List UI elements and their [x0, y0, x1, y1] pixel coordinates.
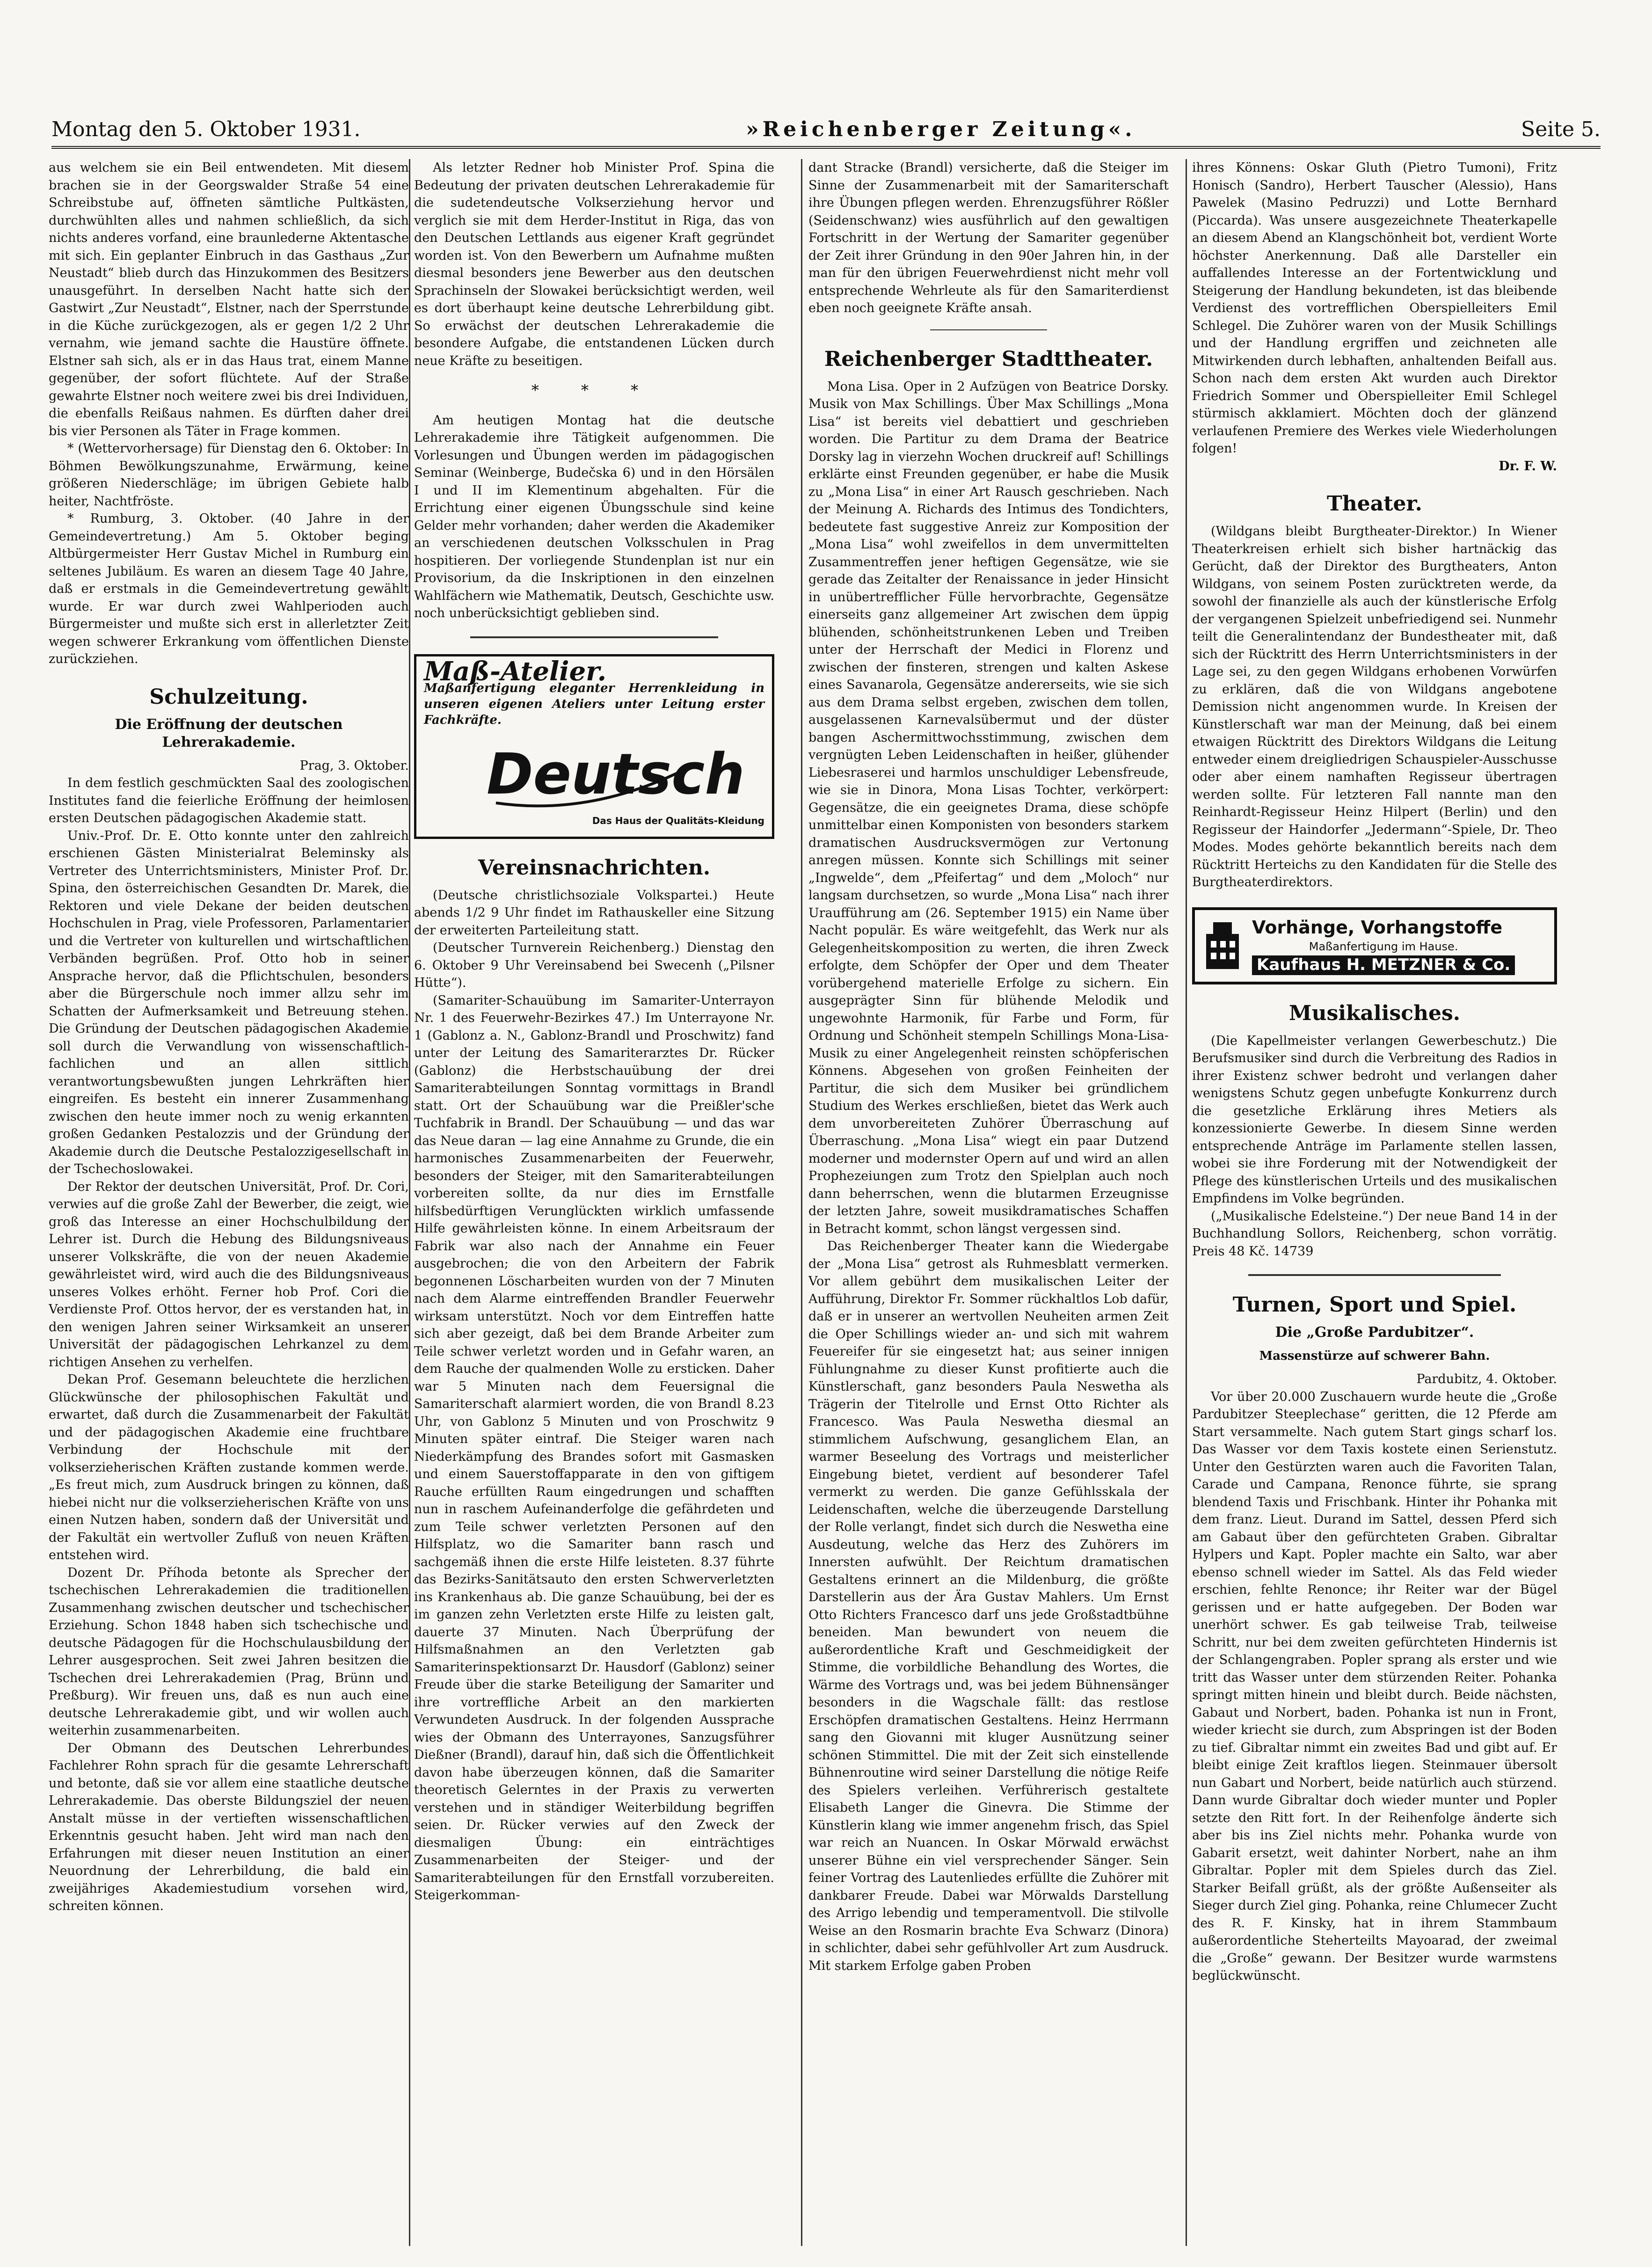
deutsch-logo — [487, 742, 745, 812]
section-title: Musikalisches. — [1288, 1001, 1461, 1025]
paragraph: In dem festlich geschmückten Saal des zoologischen Institutes fand die feierliche Eröffnung der heimlosen ersten Deutschen pädagogischen Akademie statt. — [49, 776, 409, 825]
dateline: Prag, 3. Oktober. — [299, 758, 409, 773]
paragraph: Der Obmann des Deutschen Lehrerbundes Fachlehrer Rohn sprach für die gesamte Lehrerschaft und betonte, daß sie vor allem eine staatliche deutsche Lehrerakademie. Das oberste Bildungsziel der neuen Anstalt müsse in der vertieften wissenschaftlichen Erkenntnis gesucht haben. Jeht wird man nach den Erfahrungen mit dieser neuen Institution an einer Neuordnung der Lehrerbildung, die bald ein zweijähriges Akademiestudium vorsehen wird, schreiten können. — [49, 1741, 409, 1913]
paragraph: („Musikalische Edelsteine.“) Der neue Band 14 in der Buchhandlung Sollors, Reichenberg, schon vorrätig. Preis 48 Kč. 14739 — [1192, 1209, 1557, 1259]
column-rule — [801, 159, 802, 2246]
article-headline: Die Eröffnung der deutschen Lehrerakademie. — [115, 716, 343, 751]
section-title: Schulzeitung. — [149, 685, 308, 709]
advertisement-metzner — [1192, 907, 1557, 984]
header-page-number: Seite 5. — [1521, 117, 1601, 141]
paragraph: (Deutscher Turnverein Reichenberg.) Dienstag den 6. Oktober 9 Uhr Vereinsabend bei Swecenh („Pilsner Hütte“). — [414, 940, 774, 990]
building-icon — [1201, 920, 1244, 971]
advertisement-deutsch — [414, 654, 774, 839]
column-4 — [1192, 159, 1557, 2246]
paragraph: * Rumburg, 3. Oktober. (40 Jahre in der Gemeindevertretung.) Am 5. Oktober beging Altbürgermeister Herr Gustav Michel in Rumburg ein seltenes Jubiläum. Es waren an diesem Tage 40 Jahre, daß er erstmals in die Gemeindevertretung gewählt wurde. Er war durch zwei Wahlperioden auch Bürgermeister und mußte sich erst in allerletzter Zeit wegen schwerer Erkrankung vom öffentlichen Dienste zurückziehen. — [49, 511, 409, 666]
ad-line: Maßanfertigung im Hause. — [1309, 940, 1458, 953]
separator-stars: * * * — [531, 381, 657, 399]
ad-text: Maßanfertigung eleganter Herrenkleidung in unseren eigenen Ateliers unter Leitung erster Fachkräfte. — [424, 681, 764, 727]
paragraph: (Samariter-Schauübung im Samariter-Unterrayon Nr. 1 des Feuerwehr-Bezirkes 47.) Im Unterrayone Nr. 1 (Gablonz a. N., Gablonz-Brandl und Proschwitz) fand unter der Leitung des Samariterarztes Dr. Rücker (Gablonz) die Herbstschauübung der drei Samariterabteilungen Sonntag vormittags in Brandl statt. Ort der Schauübung war die Preißler'sche Tuchfabrik in Brandl. Der Schauübung — und das war das Neue daran — lag eine Annahme zu Grunde, die ein harmonisches Zusammenarbeiten der Feuerwehr, besonders der Steiger, mit den Samariterabteilungen vorbereiten sollte, da nur dies im Ernstfalle hilfsbedürftigen Verunglückten wirklich umfassende Hilfe gewährleisten könne. In einem Arbeitsraum der Fabrik war also nach der Annahme ein Feuer ausgebrochen; die von den Arbeitern der Fabrik begonnenen Löscharbeiten wurden von der 7 Minuten nach dem Alarme eintreffenden Brandler Feuerwehr wirksam unterstützt. Noch vor dem Eintreffen hatte sich aber gezeigt, daß bei dem Brande Arbeiter zum Teile schwer verletzt worden und in Gefahr waren, an dem Rauche der qualmenden Wolle zu ersticken. Daher war 5 Minuten nach dem Feuersignal die Samariterschaft alarmiert worden, die von Brandl 8.23 Uhr, von Gablonz 5 Minuten und von Proschwitz 9 Minuten später eintraf. Die Steiger waren nach Niederkämpfung des Brandes sofort mit Gasmasken und einem Sauerstoffapparate in den von giftigem Rauche erfüllten Raum eingedrungen und schafften nun in raschem Aufeinanderfolge die gefährdeten und zum Teile schwer verletzten Personen auf den Hilfsplatz, wo die Samariter bann rasch und sachgemäß ihnen die erste Hilfe leisteten. 8.37 führte das Bezirks-Sanitätsauto den ersten Schwerverletzten ins Krankenhaus ab. Die ganze Schauübung, bei der es im ganzen zehn Verletzten erste Hilfe zu leisten galt, dauerte 37 Minuten. Nach Überprüfung der Hilfsmaßnahmen an den Verletzten gab Samariterinspektionsarzt Dr. Hausdorf (Gablonz) seiner Freude über die starke Beteiligung der Samariter und ihre vortreffliche Arbeit an den markierten Verwundeten Ausdruck. In der folgenden Aussprache wies der Obmann des Unterrayones, Sanzugsführer Dießner (Brandl), darauf hin, daß sich die Öffentlichkeit davon habe überzeugen können, daß die Samariter theoretisch Gelerntes in der Praxis zu verwerten verstehen und in ständiger Weiterbildung begriffen seien. Dr. Rücker verwies auf den Zweck der diesmaligen Übung: ein einträchtiges Zusammenarbeiten der Steiger- und der Samariterabteilungen für den Ernstfall vorzubereiten. Steigerkomman- — [414, 993, 774, 1903]
paragraph: ihres Könnens: Oskar Gluth (Pietro Tumoni), Fritz Honisch (Sandro), Herbert Tauscher (Alessio), Hans Pawelek (Masino Pedruzzi) und Lotte Bernhard (Piccarda). Was unsere ausgezeichnete Theaterkapelle an diesem Abend an Klangschönheit bot, verdient Worte höchster Anerkennung. Daß alle Darsteller ein auffallendes Interesse an der Fortentwicklung und Steigerung der Handlung bekundeten, ist das bleibende Verdienst des vortrefflichen Oberspielleiters Emil Schlegel. Die Zuhörer waren von der Musik Schillings und der Handlung ergriffen und zeichneten alle Mitwirkenden durch lebhaften, anhaltenden Beifall aus. Schon nach dem ersten Akt wurden auch Direktor Friedrich Sommer und Oberspielleiter Emil Schlegel stürmisch akklamiert. Möchten doch der glänzend verlaufenen Premiere des Werkes viele Wiederholungen folgen! — [1192, 160, 1557, 456]
section-title: Theater. — [1326, 492, 1422, 516]
logo-text: Deutsch — [487, 742, 745, 807]
ad-headline: Maß-Atelier. — [424, 656, 607, 687]
article-headline: Die „Große Pardubitzer“. — [1275, 1324, 1474, 1341]
paragraph: Am heutigen Montag hat die deutsche Lehrerakademie ihre Tätigkeit aufgenommen. Die Vorlesungen und Übungen werden im pädagogischen Seminar (Weinberge, Budečska 6) und in den Hörsälen I und II im Klementinum abgehalten. Für die Errichtung einer eigenen Übungsschule sind keine Gelder mehr vorhanden; daher werden die Akademiker an verschiedenen deutschen Volksschulen in Prag hospitieren. Der vorliegende Stundenplan ist nur ein Provisorium, da die Inskriptionen in den einzelnen Wahlfächern wie Mathematik, Deutsch, Geschichte usw. noch unberücksichtigt geblieben sind. — [414, 413, 774, 620]
column-3 — [808, 159, 1169, 2246]
paragraph: (Wildgans bleibt Burgtheater-Direktor.) In Wiener Theaterkreisen erhielt sich bisher hartnäckig das Gerücht, daß der Direktor des Burgtheaters, Anton Wildgans, von seinem Posten zurücktreten werde, da sowohl der finanzielle als auch der künstlerische Erfolg der vergangenen Spielzeit unbefriedigend sei. Nunmehr teilt die Generalintendanz der Bundestheater mit, daß sich der Rücktritt des Herrn Unterrichtsministers in der Lage sei, zu den gegen Wildgans erhobenen Vorwürfen zu erklären, daß die von Wildgans angebotene Demission nicht angenommen wurde. In Kreisen der Künstlerschaft war man der Meinung, daß bei einem etwaigen Rücktritt des Direktors Wildgans die Leitung entweder einem dreigliedrigen Schauspieler-Ausschusse oder aber einem namhaften Regisseur übertragen werden sollte. Für letzteren Fall nannte man den Reinhardt-Regisseur Heinz Hilpert (Berlin) und den Regisseur der Haindorfer „Jedermann“-Spiele, Dr. Theo Modes. Modes gehörte bekanntlich bereits nach dem Rücktritt Herteichs zu den Kandidaten für die Stelle des Burgtheaterdirektors. — [1192, 524, 1557, 889]
paragraph: Vor über 20.000 Zuschauern wurde heute die „Große Pardubitzer Steeplechase“ geritten, die 12 Pferde am Start versammelte. Nach gutem Start gings scharf los. Das Wasser vor dem Taxis kostete einen Serienstutz. Unter den Gestürzten waren auch die Favoriten Talan, Carade und Campana, Renonce führte, sie sprang blendend Taxis und Frischbank. Hinter ihr Pohanka mit dem franz. Lieut. Durand im Sattel, dessen Pferd sich am Gabaut über den gefürchteten Graben. Gibraltar Hylpers und Kapt. Popler machte ein Salto, war aber ebenso schnell wieder im Sattel. Als das Feld wieder erschien, fehlte Renonce; ihr Reiter war der Bügel gerissen und er hatte aufgegeben. Der Boden war unerhört schwer. Es gab teilweise Trab, teilweise Schritt, nur bei dem zweiten gefürchteten Hindernis ist der Schlangengraben. Popler sprang als erster und wie tritt das Wasser unter dem stürzenden Reiter. Pohanka springt mitten hinein und bleibt durch. Beide nächsten, Gabaut und Norbert, baden. Pohanka ist nun in Front, wieder kriecht sie durch, zum Abspringen ist der Boden zu tief. Gibraltar nimmt ein zweites Bad und gibt auf. Er bleibt einige Zeit kraftlos liegen. Steinmauer übersolt nun Gabart und Norbert, beide natürlich auch stürzend. Dann wurde Gibraltar doch wieder munter und Popler setzte den Ritt fort. In der Reihenfolge änderte sich aber bis ins Ziel nichts mehr. Pohanka wurde von Gabarit ersetzt, weit dahinter Norbert, nahe an ihm Gibraltar. Popler mit dem Spieles durch das Ziel. Starker Beifall grüßt, als der größte Außenseiter als Sieger durch Ziel ging. Pohanka, reine Chlumecer Zucht des R. F. Kinsky, hat in ihrem Stammbaum außerordentliche Steherteilts Mayoarad, der zweimal die „Große“ gewann. Der Besitzer wurde warmstens beglückwünscht. — [1192, 1389, 1557, 1983]
author-signature: Dr. F. W. — [1499, 459, 1557, 474]
ad-tagline: Das Haus der Qualitäts-Kleidung — [592, 815, 764, 826]
paragraph: Der Rektor der deutschen Universität, Prof. Dr. Cori, verwies auf die große Zahl der Bewerber, die zeigt, wie groß das Interesse an einer Hochschulbildung der Lehrer ist. Durch die Hebung des Bildungsniveaus unserer Volkskräfte, die von der neuen Akademie gewährleistet wird, wird auch die des Bildungsniveaus unseres Volkes erhöht. Ferner hob Prof. Cori die Verdienste Prof. Ottos hervor, der es verstanden hat, in den wenigen Jahren seiner Wirksamkeit an unserer Universität der pädagogischen Lehrkanzel zu dem richtigen Ansehen zu verhelfen. — [49, 1179, 409, 1370]
header-title: »Reichenberger Zeitung«. — [746, 117, 1136, 141]
ad-body — [1252, 917, 1515, 975]
header-date: Montag den 5. Oktober 1931. — [51, 117, 361, 141]
section-title: Reichenberger Stadttheater. — [824, 347, 1153, 371]
column-2 — [414, 159, 774, 2246]
paragraph: Das Reichenberger Theater kann die Wiedergabe der „Mona Lisa“ getrost als Ruhmesblatt vermerken. Vor allem gebührt dem musikalischen Leiter der Aufführung, Direktor Fr. Sommer rückhaltlos Lob dafür, daß er in unserer an wertvollen Neuheiten armen Zeit die Oper Schillings wieder an- und sich mit wahrem Feuereifer für sie eingesetzt hat; aus seiner innigen Fühlungnahme zu dieser Kunst profitierte auch die Künstlerschaft, ganz besonders Paula Neswetha als Trägerin der Titelrolle und Ernst Otto Richter als Francesco. Was Paula Neswetha diesmal an stimmlichem Aufschwung, gesanglichem Elan, an warmer Beseelung des Vortrags und meisterlicher Eingebung bietet, verdient auf besonderer Tafel vermerkt zu werden. Die ganze Gefühlsskala der Leidenschaften, welche die überzeugende Darstellung der Rolle verlangt, findet sich durch die Neswetha eine Ausdeutung, welche das Herz des Zuhörers im Innersten aufwühlt. Der Reichtum dramatischen Gestaltens erinnert an die Mildenburg, die größte Darstellerin aus der Ära Gustav Mahlers. Um Ernst Otto Richters Francesco darf uns jede Großstadtbühne beneiden. Man bewundert von neuem die außerordentliche Kraft und Geschmeidigkeit der Stimme, die vorbildliche Behandlung des Wortes, die Wärme des Vortrags und, was bei jedem Bühnensänger besonders in die Wagschale fällt: das restlose Erschöpfen dramatischen Gestaltens. Heinz Herrmann sang den Giovanni mit kluger Ausnützung seiner schönen Stimmittel. Die mit der Zeit sich einstellende Bühnenroutine wird seiner Darstellung die nötige Reife des Spielers verleihen. Verführerisch gestaltete Elisabeth Langer die Ginevra. Die Stimme der Künstlerin klang wie immer angenehm frisch, das Spiel war reich an Nuancen. In Oskar Mörwald erwächst unserer Bühne ein viel versprechender Sänger. Sein feiner Vortrag des Lautenliedes erfüllte die Zuhörer mit dankbarer Freude. Dabei war Mörwalds Darstellung des Arrigo lebendig und temperamentvoll. Die stilvolle Weise an den Rosmarin brachte Eva Schwarz (Dinora) in schlichter, dabei sehr gefühlvoller Art zum Ausdruck. Mit starkem Erfolge gaben Proben — [808, 1239, 1169, 1973]
paragraph: dant Stracke (Brandl) versicherte, daß die Steiger im Sinne der Zusammenarbeit mit der Samariterschaft ihre Übungen pflegen werden. Ehrenzugsführer Rößler (Seidenschwanz) wies ausführlich auf den gewaltigen Fortschritt in der Wertung der Samariter gegenüber der Zeit ihrer Gründung in den 90er Jahren hin, in der man für den übrigen Feuerwehrdienst nicht mehr voll entsprechende Wehrleute als für den Samariterdienst eben noch geeignete Kräfte ansah. — [808, 160, 1169, 315]
paragraph: Dozent Dr. Příhoda betonte als Sprecher der tschechischen Lehrerakademien die traditionellen Zusammenhang zwischen deutscher und tschechischer Erziehung. Schon 1848 haben sich tschechische und deutsche Pädagogen für die Hochschulausbildung der Lehrer ausgesprochen. Seit zwei Jahren besitzen die Tschechen drei Lehrerakademien (Prag, Brünn und Preßburg). Wir freuen uns, daß es nun auch eine deutsche Lehrerakademie gibt, und wir wollen auch weiterhin zusammenarbeiten. — [49, 1565, 409, 1738]
paragraph: Dekan Prof. Gesemann beleuchtete die herzlichen Glückwünsche der philosophischen Fakultät und erwartet, daß durch die Zusammenarbeit der Fakultät und der pädagogischen Akademie eine fruchtbare Verbindung der Hochschule mit der volkserzieherischen Kräften zustande kommen werde. „Es freut mich, zum Ausdruck bringen zu können, daß hiebei nicht nur die volkserzieherischen Kräfte von uns einen Nutzen haben, sondern daß der Universität und der Fakultät ein wertvoller Zufluß von neuen Kräften entstehen wird. — [49, 1372, 409, 1562]
paragraph: * (Wettervorhersage) für Dienstag den 6. Oktober: In Böhmen Bewölkungszunahme, Erwärmung, keine größeren Niederschläge; im übrigen Gebiete halb heiter, Nachtfröste. — [49, 441, 409, 509]
paragraph: Univ.-Prof. Dr. E. Otto konnte unter den zahlreich erschienen Gästen Ministerialrat Beleminsky als Vertreter des Unterrichtsministers, Minister Prof. Dr. Spina, den österreichischen Gesandten Dr. Marek, die Rektoren und viele Dekane der beiden deutschen Hochschulen in Prag, viele Professoren, Parlamentarier und die Vertreter von kulturellen und wirtschaftlichen Verbänden begrüßen. Prof. Otto hob in seiner Ansprache hervor, daß die Pflichtschulen, besonders aber die Bürgerschule noch immer allzu sehr im Schatten der Aufmerksamkeit und Betreuung stehen. Die Gründung der Deutschen pädagogischen Akademie soll durch die Verwandlung von wissenschaftlich-fachlichen und an allen sittlich verantwortungsbewußten jungen Lehrkräften hier eingreifen. Es besteht ein innerer Zusammenhang zwischen den heute immer noch zu wenig erkannten großen Gedanken Pestalozzis und der Gründung der Akademie durch die Deutsche Pestalozzigesellschaft in der Tschechoslowakei. — [49, 828, 409, 1176]
paragraph: aus welchem sie ein Beil entwendeten. Mit diesem brachen sie in der Georgswalder Straße 54 eine Schreibstube auf, öffneten sämtliche Pultkästen, durchwühlten alles und nahmen schließlich, da sich nichts anderes vorfand, eine braunlederne Aktentasche mit sich. Ein geplanter Einbruch in das Gasthaus „Zur Neustadt“ blieb durch das Hinzukommen des Besitzers unausgeführt. In derselben Nacht hatte sich der Gastwirt „Zur Neustadt“, Elstner, nach der Sperrstunde in die Küche zurückgezogen, als er gegen 1/2 2 Uhr vernahm, wie jemand sachte die Haustüre öffnete. Elstner sah sich, als er in das Haus trat, einem Manne gegenüber, der sofort flüchtete. Auf der Straße gewahrte Elstner noch weitere zwei bis drei Individuen, die ebenfalls Reißaus nahmen. Es dürften daher drei bis vier Personen als Täter in Frage kommen. — [49, 160, 409, 438]
paragraph: (Deutsche christlichsoziale Volkspartei.) Heute abends 1/2 9 Uhr findet im Rathauskeller eine Sitzung der erweiterten Parteileitung statt. — [414, 888, 774, 938]
column-rule — [1186, 159, 1187, 2246]
page-header — [51, 109, 1601, 149]
divider — [1248, 1274, 1501, 1276]
ad-company: Kaufhaus H. METZNER & Co. — [1252, 955, 1515, 975]
divider — [470, 636, 718, 638]
paragraph: (Die Kapellmeister verlangen Gewerbeschutz.) Die Berufsmusiker sind durch die Verbreitung des Radios in ihrer Existenz schwer bedroht und verlangen daher wenigstens Schutz gegen unbefugte Konkurrenz durch die gesetzliche Erklärung ihres Metiers als konzessionierte Gewerbe. In diesem Sinne werden entsprechende Anträge im Parlamente stellen lassen, wobei sie ihre Forderung mit der Notwendigkeit der Pflege des künstlerischen Urteils und des musikalischen Empfindens im Volke begründen. — [1192, 1033, 1557, 1206]
paragraph: Mona Lisa. Oper in 2 Aufzügen von Beatrice Dorsky. Musik von Max Schillings. Über Max Schillings „Mona Lisa“ ist bereits viel debattiert und geschrieben worden. Die Partitur zu dem Drama der Beatrice Dorsky lag in vierzehn Wochen druckreif auf! Schillings erklärte einst Freunden gegenüber, er habe die Musik zu „Mona Lisa“ in einer Art Rausch geschrieben. Nach der Meinung A. Richards des Intimus des Tondichters, bedeutete fast suggestive Anreiz zur Komposition der „Mona Lisa“ wohl zweifellos in dem unvermittelten Zusammentreffen jener heftigen Gegensätze, wie sie gerade das Zeitalter der Renaissance in jeder Hinsicht in unübertrefflicher Fülle hervorbrachte, Gegensätze einerseits ganz allgemeiner Art zwischen dem üppig blühenden, schönheitstrunkenen Leben und Treiben unter der Herrschaft der Medici in Florenz und zwischen der finsteren, strengen und kalten Askese eines Savanarola, Gegensätze andererseits, wie sie sich aus dem Drama selbst ergeben, zwischen dem tollen, ausgelassenen Karnevalsübermut und der düster bangen Aschermittwochsstimmung, zwischen dem vergnügten Leben Leidenschaften in heißer, glühender Liebesraserei und harmlos unschuldiger Lebensfreude, wie sie in Dinora, Mona Lisas Tochter, verkörpert: Gegensätze, die ein geeignetes Drama, diese schöpfe unmittelbar einen Komponisten von besonders starkem dramatischen Ausdrucksvermögen zur Vertonung anregen müssen. Konnte sich Schillings mit seiner „Ingwelde“, dem „Pfeifertag“ und dem „Moloch“ nur langsam durchsetzen, so wurde „Mona Lisa“ nach ihrer Uraufführung am (26. September 1915) ein Name über Nacht populär. Es wäre weitgefehlt, das Werk nur als Gelegenheitskomposition zu werten, die ihren Zweck erfolgte, dem Schöpfer der Oper und dem Theater vorübergehend materielle Erfolge zu sichern. Ein ausgeprägter Sinn für blühende Melodik und ungewohnte Harmonik, für Farbe und Form, für Ordnung und Schönheit stempeln Schillings Mona-Lisa-Musik zu einer Angelegenheit reinsten schöpferischen Könnens. Abgesehen von großen Feinheiten der Partitur, die sich dem Musiker bei gründlichem Studium des Werkes erschließen, bietet das Werk auch dem unvorbereiteten Zuhörer Überraschung auf Überraschung. „Mona Lisa“ wiegt ein paar Dutzend moderner und modernster Opern auf und wird an allen Prophezeiungen zum Trotz den Spielplan auch noch dann beherrschen, wenn die blutarmen Erzeugnisse der letzten Jahre, soweit musikdramatisches Schaffen in Betracht kommt, schon längst vergessen sind. — [808, 379, 1169, 1236]
section-title: Turnen, Sport und Spiel. — [1232, 1293, 1517, 1317]
paragraph: Als letzter Redner hob Minister Prof. Spina die Bedeutung der privaten deutschen Lehrerakademie für die sudetendeutsche Volkserziehung hervor und verglich sie mit dem Herder-Institut in Riga, das von den Deutschen Lettlands aus eigener Kraft gegründet worden ist. Von den Bewerbern um Aufnahme mußten diesmal besonders jene Bewerber aus den deutschen Sprachinseln der Slowakei berücksichtigt werden, weil es dort überhaupt keine deutsche Lehrerbildung gibt. So erwächst der deutschen Lehrerakademie die besondere Aufgabe, die entstandenen Lücken durch neue Kräfte zu beseitigen. — [414, 160, 774, 368]
logo-swoosh-icon — [487, 747, 702, 812]
ad-line: Vorhänge, Vorhangstoffe — [1252, 917, 1503, 938]
article-subheadline: Massenstürze auf schwerer Bahn. — [1259, 1349, 1490, 1363]
section-title: Vereinsnachrichten. — [478, 855, 711, 880]
column-1 — [49, 159, 409, 2246]
dateline: Pardubitz, 4. Oktober. — [1416, 1372, 1557, 1386]
divider — [930, 329, 1047, 330]
column-rule — [409, 159, 410, 2246]
